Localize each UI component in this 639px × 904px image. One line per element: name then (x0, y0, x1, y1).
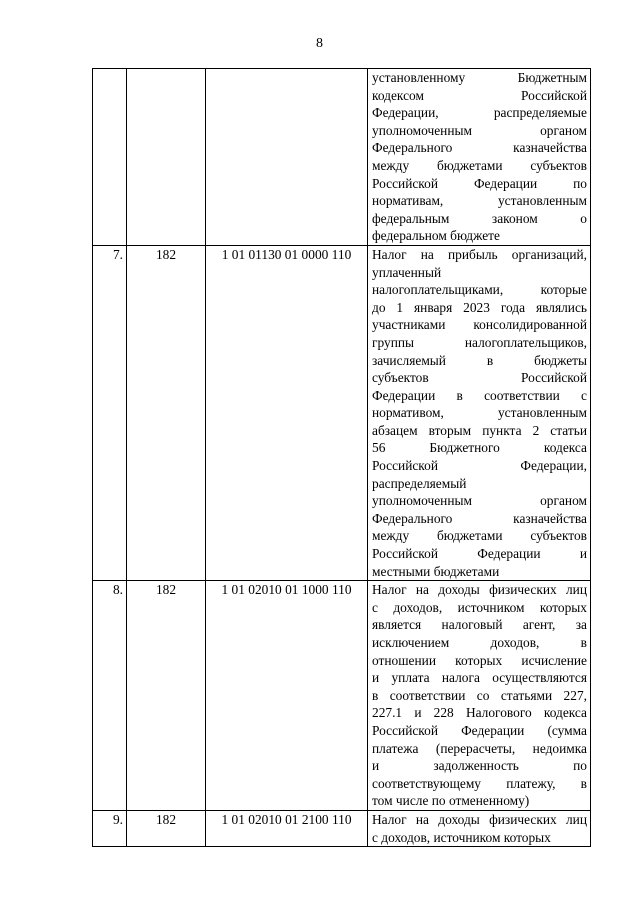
budget-code-cell: 1 01 01130 01 0000 110 (206, 245, 368, 580)
row-number-cell (93, 69, 127, 246)
revenue-name-line: субъектов Российской (372, 370, 587, 386)
row-number-cell: 8. (93, 581, 127, 811)
budget-code-cell (206, 69, 368, 246)
revenue-name-cell (368, 245, 591, 580)
table-row (93, 69, 591, 246)
budget-code-cell: 1 01 02010 01 1000 110 (206, 581, 368, 811)
budget-code-cell: 1 01 02010 01 2100 110 (206, 810, 368, 846)
revenue-name-line: является налоговый агент, за (372, 617, 587, 633)
revenue-name-line: установленному Бюджетным (372, 70, 587, 85)
revenue-name-cell (368, 69, 591, 246)
revenue-name-line: и уплата налога осуществляются (372, 670, 587, 686)
administrator-code-cell: 182 (127, 245, 206, 580)
revenue-name-line: федеральным законом о (372, 210, 587, 226)
revenue-name-line: уполномоченным органом (372, 122, 587, 138)
administrator-code-cell (127, 69, 206, 246)
revenue-name-line: Налог на доходы физических лиц (372, 811, 587, 827)
revenue-name-line: местными бюджетами (372, 563, 500, 579)
revenue-name-line: абзацем вторым пункта 2 статьи (372, 422, 587, 438)
administrator-code-cell: 182 (127, 810, 206, 846)
revenue-name-line: уплаченный (372, 264, 442, 280)
revenue-name-line: с доходов, источником которых (372, 599, 587, 615)
row-number-cell: 7. (93, 245, 127, 580)
revenue-name-line: Российской Федерации и (372, 546, 587, 562)
revenue-name-line: Налог на доходы физических лиц (372, 582, 587, 598)
table-row (93, 810, 591, 846)
budget-classification-table (92, 68, 591, 847)
revenue-name-cell (368, 810, 591, 846)
revenue-name-line: и задолженность по (372, 758, 587, 774)
revenue-name-line: Российской Федерации, (372, 458, 587, 474)
revenue-name-line: Налог на прибыль организаций, (372, 246, 587, 262)
revenue-name-line: Федерации, распределяемые (372, 105, 587, 121)
revenue-name-line: платежа (перерасчеты, недоимка (372, 740, 587, 756)
revenue-name-line: с доходов, источником которых (372, 829, 551, 845)
row-number-cell: 9. (93, 810, 127, 846)
revenue-name-line: Федерации в соответствии с (372, 387, 587, 403)
revenue-name-line: уполномоченным органом (372, 493, 587, 509)
revenue-name-line: группы налогоплательщиков, (372, 334, 587, 350)
table-body (93, 69, 591, 847)
revenue-name-line: до 1 января 2023 года являлись (372, 299, 587, 315)
revenue-name-line: Федерального казначейства (372, 510, 587, 526)
revenue-name-line: отношении которых исчисление (372, 652, 587, 668)
revenue-name-line: в соответствии со статьями 227, (372, 687, 587, 703)
table-row (93, 245, 591, 580)
revenue-name-line: нормативом, установленным (372, 405, 587, 421)
revenue-name-line: между бюджетами субъектов (372, 157, 587, 173)
revenue-name-line: участниками консолидированной (372, 317, 587, 333)
table-row (93, 581, 591, 811)
revenue-name-cell (368, 581, 591, 811)
revenue-name-line: кодексом Российской (372, 87, 587, 103)
revenue-name-line: 56 Бюджетного кодекса (372, 440, 587, 456)
revenue-name-line: между бюджетами субъектов (372, 528, 587, 544)
revenue-name-line: нормативам, установленным (372, 193, 587, 209)
revenue-name-line: налогоплательщиками, которые (372, 282, 587, 298)
revenue-name-line: распределяемый (372, 475, 467, 491)
revenue-name-line: 227.1 и 228 Налогового кодекса (372, 705, 587, 721)
administrator-code-cell: 182 (127, 581, 206, 811)
revenue-name-line: соответствующему платежу, в (372, 775, 587, 791)
revenue-name-line: Российской Федерации (сумма (372, 722, 587, 738)
revenue-name-line: том числе по отмененному) (372, 793, 530, 809)
revenue-name-line: зачисляемый в бюджеты (372, 352, 587, 368)
revenue-name-line: Российской Федерации по (372, 175, 587, 191)
revenue-name-line: Федерального казначейства (372, 140, 587, 156)
page-number: 8 (316, 36, 323, 51)
revenue-name-line: исключением доходов, в (372, 635, 587, 650)
revenue-name-line: федеральном бюджете (372, 228, 500, 244)
